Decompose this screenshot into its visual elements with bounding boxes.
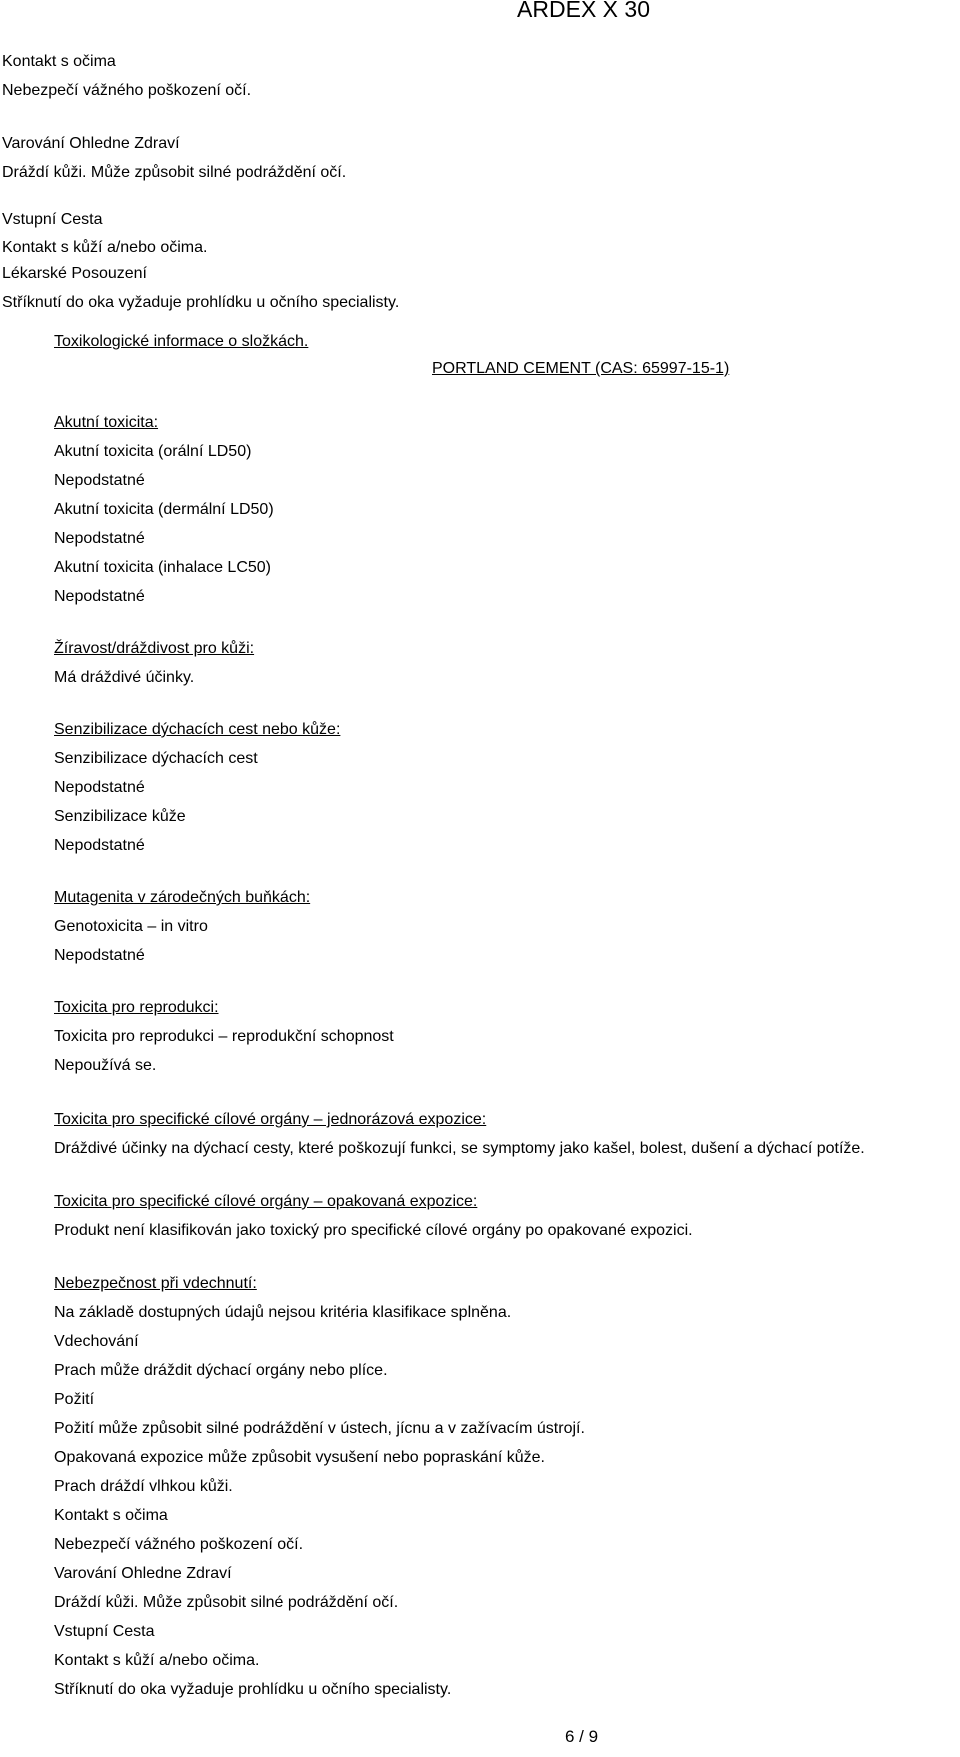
acute-line: Akutní toxicita (orální LD50)	[54, 443, 252, 460]
aspiration-line: Nebezpečí vážného poškození očí.	[54, 1536, 304, 1553]
stot-repeated-line: Produkt není klasifikován jako toxický pro specifické cílové orgány po opakované expozici.	[54, 1222, 693, 1239]
intro-line: Stříknutí do oka vyžaduje prohlídku u očního specialisty.	[2, 294, 400, 311]
aspiration-heading: Nebezpečnost při vdechnutí:	[54, 1275, 257, 1292]
component-title: PORTLAND CEMENT (CAS: 65997-15-1)	[432, 360, 730, 377]
toxinfo-heading: Toxikologické informace o složkách.	[54, 333, 309, 350]
aspiration-line: Prach může dráždit dýchací orgány nebo plíce.	[54, 1362, 388, 1379]
acute-line: Nepodstatné	[54, 588, 145, 605]
aspiration-line: Kontakt s očima	[54, 1507, 168, 1524]
intro-line: Nebezpečí vážného poškození očí.	[2, 82, 252, 99]
aspiration-line: Vdechování	[54, 1333, 139, 1350]
aspiration-line: Opakovaná expozice může způsobit vysušení nebo popraskání kůže.	[54, 1449, 545, 1466]
intro-line: Varování Ohledne Zdraví	[2, 135, 180, 152]
acute-line: Akutní toxicita (dermální LD50)	[54, 501, 274, 518]
page-number: 6 / 9	[565, 1727, 599, 1746]
sensitisation-line: Nepodstatné	[54, 837, 145, 854]
aspiration-line: Prach dráždí vlhkou kůži.	[54, 1478, 233, 1495]
stot-single-heading: Toxicita pro specifické cílové orgány – jednorázová expozice:	[54, 1111, 487, 1128]
sensitisation-heading: Senzibilizace dýchacích cest nebo kůže:	[54, 721, 341, 738]
intro-line: Dráždí kůži. Může způsobit silné podráždění očí.	[2, 164, 347, 181]
aspiration-line: Na základě dostupných údajů nejsou kritéria klasifikace splněna.	[54, 1304, 512, 1321]
reproductive-line: Nepoužívá se.	[54, 1057, 157, 1074]
mutagenicity-line: Nepodstatné	[54, 947, 145, 964]
reproductive-line: Toxicita pro reprodukci – reprodukční schopnost	[54, 1028, 394, 1045]
stot-repeated-heading: Toxicita pro specifické cílové orgány – opakovaná expozice:	[54, 1193, 478, 1210]
mutagenicity-line: Genotoxicita – in vitro	[54, 918, 208, 935]
aspiration-line: Varování Ohledne Zdraví	[54, 1565, 232, 1582]
aspiration-line: Stříknutí do oka vyžaduje prohlídku u očního specialisty.	[54, 1681, 452, 1698]
acute-line: Nepodstatné	[54, 530, 145, 547]
intro-line: Kontakt s očima	[2, 53, 116, 70]
aspiration-line: Požití může způsobit silné podráždění v ústech, jícnu a v zažívacím ústrojí.	[54, 1420, 585, 1437]
sensitisation-line: Senzibilizace dýchacích cest	[54, 750, 258, 767]
aspiration-line: Vstupní Cesta	[54, 1623, 155, 1640]
reproductive-heading: Toxicita pro reprodukci:	[54, 999, 219, 1016]
product-title: ARDEX X 30	[517, 0, 650, 22]
mutagenicity-heading: Mutagenita v zárodečných buňkách:	[54, 889, 311, 906]
acute-heading: Akutní toxicita:	[54, 414, 159, 431]
intro-line: Lékarské Posouzení	[2, 265, 147, 282]
sensitisation-line: Senzibilizace kůže	[54, 808, 186, 825]
aspiration-line: Dráždí kůži. Může způsobit silné podráždění očí.	[54, 1594, 399, 1611]
intro-line: Kontakt s kůží a/nebo očima.	[2, 239, 208, 256]
corrosion-line: Má dráždivé účinky.	[54, 669, 195, 686]
aspiration-line: Požití	[54, 1391, 95, 1408]
aspiration-line: Kontakt s kůží a/nebo očima.	[54, 1652, 260, 1669]
corrosion-heading: Žíravost/dráždivost pro kůži:	[54, 640, 255, 657]
stot-single-line: Dráždivé účinky na dýchací cesty, které poškozují funkci, se symptomy jako kašel, bolest, dušení a dýchací potíže.	[54, 1140, 865, 1157]
acute-line: Nepodstatné	[54, 472, 145, 489]
intro-line: Vstupní Cesta	[2, 211, 103, 228]
acute-line: Akutní toxicita (inhalace LC50)	[54, 559, 271, 576]
sensitisation-line: Nepodstatné	[54, 779, 145, 796]
